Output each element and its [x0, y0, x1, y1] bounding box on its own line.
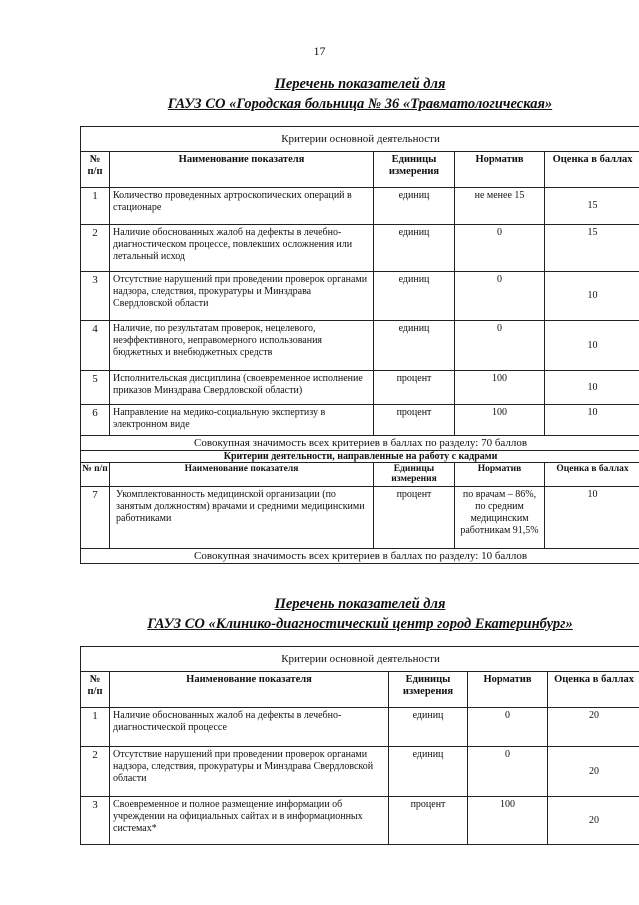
row-norm: 0	[468, 708, 548, 747]
table-row	[81, 747, 639, 797]
section2-table	[80, 646, 639, 845]
table-row	[81, 188, 639, 225]
table-row	[81, 708, 639, 747]
table-row	[81, 487, 639, 549]
row-norm: 100	[468, 797, 548, 845]
row-score: 10	[545, 487, 639, 549]
row-number: 1	[81, 708, 110, 747]
col-unit: Единицы измерения	[374, 152, 455, 188]
col-score: Оценка в баллах	[545, 463, 639, 487]
row-name: Укомплектованность медицинской организации (по занятым должностям) врачами и средними медицинскими работниками	[110, 487, 374, 549]
row-norm: 100	[455, 371, 545, 405]
criteria-header: Критерии основной деятельности	[81, 127, 639, 152]
row-number: 4	[81, 321, 110, 371]
section1-title-line2: ГАУЗ СО «Городская больница № 36 «Травматологическая»	[167, 96, 553, 112]
row-number: 7	[81, 487, 110, 549]
row-score: 20	[548, 797, 639, 845]
row-norm: 100	[455, 405, 545, 436]
row-unit: единиц	[374, 321, 455, 371]
col-number: № п/п	[81, 463, 110, 487]
row-name: Наличие обоснованных жалоб на дефекты в лечебно-диагностической процессе	[110, 708, 389, 747]
col-norm: Норматив	[468, 672, 548, 708]
table-row	[81, 321, 639, 371]
col-score: Оценка в баллах	[548, 672, 639, 708]
row-unit: единиц	[374, 225, 455, 272]
row-score: 15	[545, 225, 639, 272]
row-name: Наличие, по результатам проверок, нецелевого, неэффективного, неправомерного использования бюджетных и внебюджетных средств	[110, 321, 374, 371]
table-row	[81, 797, 639, 845]
row-score: 10	[545, 272, 639, 321]
page-number: 17	[313, 44, 326, 58]
row-name: Своевременное и полное размещение информации об учреждении на официальных сайтах и в информационных системах*	[110, 797, 389, 845]
row-name: Исполнительская дисциплина (своевременное исполнение приказов Минздрава Свердловской области)	[110, 371, 374, 405]
section-summary: Совокупная значимость всех критериев в баллах по разделу: 70 баллов	[81, 436, 639, 451]
row-norm: по врачам – 86%, по средним медицинским работникам 91,5%	[455, 487, 545, 549]
row-score: 20	[548, 747, 639, 797]
row-norm: не менее 15	[455, 188, 545, 225]
row-norm: 0	[455, 225, 545, 272]
row-number: 5	[81, 371, 110, 405]
row-score: 20	[548, 708, 639, 747]
row-score: 15	[545, 188, 639, 225]
col-score: Оценка в баллах	[545, 152, 639, 188]
row-unit: процент	[374, 405, 455, 436]
row-name: Отсутствие нарушений при проведении проверок органами надзора, следствия, прокуратуры и Минздрава Свердловской области	[110, 272, 374, 321]
row-number: 3	[81, 797, 110, 845]
col-unit: Единицы измерения	[374, 463, 455, 487]
row-unit: единиц	[374, 188, 455, 225]
table-row	[81, 225, 639, 272]
section-summary: Совокупная значимость всех критериев в баллах по разделу: 10 баллов	[81, 549, 639, 564]
row-score: 10	[545, 371, 639, 405]
criteria-header: Критерии основной деятельности	[81, 647, 639, 672]
col-unit: Единицы измерения	[389, 672, 468, 708]
row-name: Количество проведенных артроскопических операций в стационаре	[110, 188, 374, 225]
row-name: Отсутствие нарушений при проведении проверок органами надзора, следствия, прокуратуры и Минздрава Свердловской области	[110, 747, 389, 797]
row-number: 2	[81, 225, 110, 272]
row-number: 6	[81, 405, 110, 436]
section1-table	[80, 126, 639, 564]
row-unit: единиц	[389, 708, 468, 747]
table-row	[81, 272, 639, 321]
table-row	[81, 405, 639, 436]
staff-criteria-header: Критерии деятельности, направленные на работу с кадрами	[81, 451, 639, 463]
row-number: 3	[81, 272, 110, 321]
table-row	[81, 371, 639, 405]
row-score: 10	[545, 321, 639, 371]
col-name: Наименование показателя	[110, 672, 389, 708]
col-number: № п/п	[81, 672, 110, 708]
col-name: Наименование показателя	[110, 463, 374, 487]
row-unit: процент	[389, 797, 468, 845]
row-unit: процент	[374, 371, 455, 405]
row-name: Наличие обоснованных жалоб на дефекты в лечебно-диагностическом процессе, повлекших осложнения или летальный исход	[110, 225, 374, 272]
row-name: Направление на медико-социальную экспертизу в электронном виде	[110, 405, 374, 436]
col-norm: Норматив	[455, 152, 545, 188]
col-name: Наименование показателя	[110, 152, 374, 188]
col-number: № п/п	[81, 152, 110, 188]
col-norm: Норматив	[455, 463, 545, 487]
row-unit: единиц	[374, 272, 455, 321]
row-norm: 0	[468, 747, 548, 797]
row-norm: 0	[455, 321, 545, 371]
section1-title-line1: Перечень показателей для	[274, 76, 446, 92]
row-number: 1	[81, 188, 110, 225]
row-norm: 0	[455, 272, 545, 321]
row-unit: единиц	[389, 747, 468, 797]
section2-title-line1: Перечень показателей для	[274, 596, 446, 612]
row-score: 10	[545, 405, 639, 436]
row-unit: процент	[374, 487, 455, 549]
row-number: 2	[81, 747, 110, 797]
section2-title-line2: ГАУЗ СО «Клинико-диагностический центр город Екатеринбург»	[147, 616, 573, 632]
